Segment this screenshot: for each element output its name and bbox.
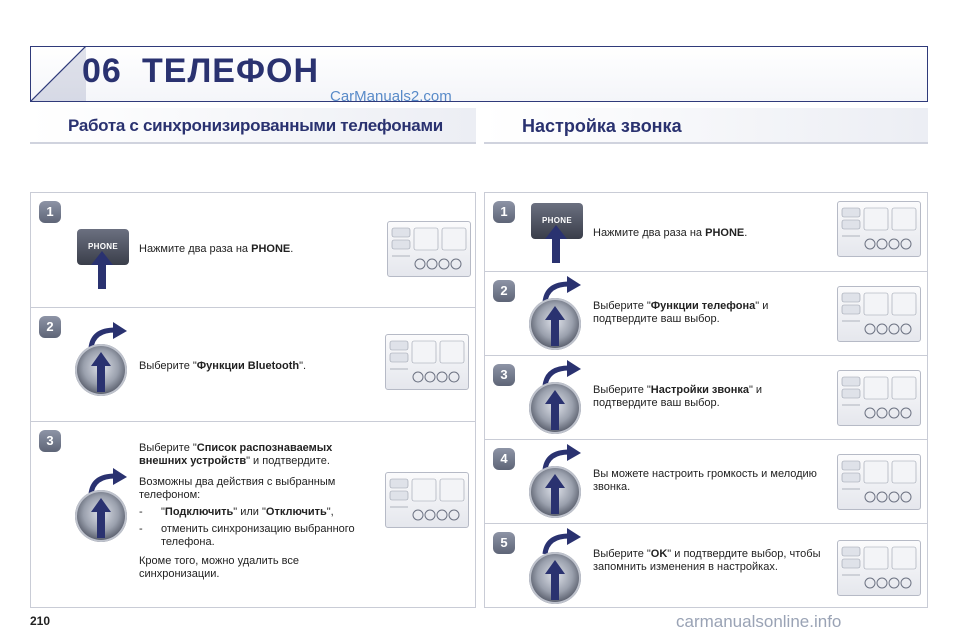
radio-unit-illustration: [837, 540, 921, 596]
step-instruction: Нажмите два раза на PHONE.: [139, 243, 294, 255]
rotary-knob-illustration: [529, 466, 581, 518]
step-instruction: Выберите "Список распознаваемых внешних устройств" и подтвердите. Возможны два действия с выбранным телефоном: - "Подключить" или "Отключить", - отменить синхронизацию выбранного телефона. Кроме того, можно удалить все синхронизации.: [139, 442, 375, 581]
bullet-item: - "Подключить" или "Отключить",: [139, 506, 334, 518]
step-instruction: Выберите "Функции телефона" и подтвердите ваш выбор.: [593, 300, 769, 325]
section-header-left: [30, 108, 476, 144]
step-row: [31, 307, 475, 421]
steps-panel-left: [30, 192, 476, 608]
watermark-top: CarManuals2.com: [330, 88, 452, 105]
rotary-knob-illustration: [75, 490, 127, 542]
rotary-knob-illustration: [529, 298, 581, 350]
radio-unit-illustration: [387, 221, 471, 277]
step-instruction: Выберите "Функции Bluetooth".: [139, 360, 307, 372]
step-number-badge: 2: [493, 280, 515, 302]
phone-button-illustration: PHONE: [77, 229, 129, 265]
phone-button-illustration: PHONE: [531, 203, 583, 239]
rotary-knob-illustration: [75, 344, 127, 396]
step-number-badge: 5: [493, 532, 515, 554]
step-closing-note: Кроме того, можно удалить все синхронизации.: [139, 555, 299, 580]
step-number-badge: 3: [39, 430, 61, 452]
header-corner-decoration: [30, 46, 86, 102]
step-number-badge: 1: [39, 201, 61, 223]
section-title-right: Настройка звонка: [522, 116, 682, 136]
step-row: [485, 439, 927, 523]
steps-panel-right: [484, 192, 928, 608]
step-row: [31, 421, 475, 609]
radio-unit-illustration: [837, 370, 921, 426]
radio-unit-illustration: [837, 286, 921, 342]
step-row: [485, 355, 927, 439]
press-arrow-icon: [75, 344, 127, 396]
radio-unit-illustration: [385, 472, 469, 528]
step-instruction: Вы можете настроить громкость и мелодию звонка.: [593, 468, 817, 493]
rotary-knob-illustration: [529, 382, 581, 434]
chapter-title: ТЕЛЕФОН: [142, 52, 319, 90]
step-row: [31, 193, 475, 307]
bullet-item: - отменить синхронизацию выбранного телефона.: [139, 523, 355, 548]
step-number-badge: 1: [493, 201, 515, 223]
step-instruction: Выберите "Настройки звонка" и подтвердите ваш выбор.: [593, 384, 763, 409]
radio-unit-illustration: [837, 201, 921, 257]
step-instruction: Нажмите два раза на PHONE.: [593, 227, 748, 239]
step-instruction: Выберите "OK" и подтвердите выбор, чтобы запомнить изменения в настройках.: [593, 548, 821, 573]
watermark-bottom: carmanualsonline.info: [676, 612, 842, 631]
press-arrow-icon: [75, 490, 127, 542]
step-note: Возможны два действия с выбранным телефоном:: [139, 476, 336, 501]
rotary-knob-illustration: [529, 552, 581, 604]
radio-unit-illustration: [837, 454, 921, 510]
press-arrow-icon: [529, 552, 581, 604]
press-arrow-icon: [529, 298, 581, 350]
press-arrow-icon: [91, 251, 113, 289]
step-number-badge: 2: [39, 316, 61, 338]
section-header-right: [484, 108, 928, 144]
step-number-badge: 4: [493, 448, 515, 470]
radio-unit-illustration: [385, 334, 469, 390]
section-title-left: Работа с синхронизированными телефонами: [68, 116, 443, 135]
step-row: [485, 271, 927, 355]
page-number: 210: [30, 614, 51, 628]
step-row: [485, 193, 927, 271]
step-row: [485, 523, 927, 609]
chapter-number: 06: [82, 52, 122, 90]
press-arrow-icon: [529, 382, 581, 434]
press-arrow-icon: [529, 466, 581, 518]
step-number-badge: 3: [493, 364, 515, 386]
press-arrow-icon: [545, 225, 567, 263]
